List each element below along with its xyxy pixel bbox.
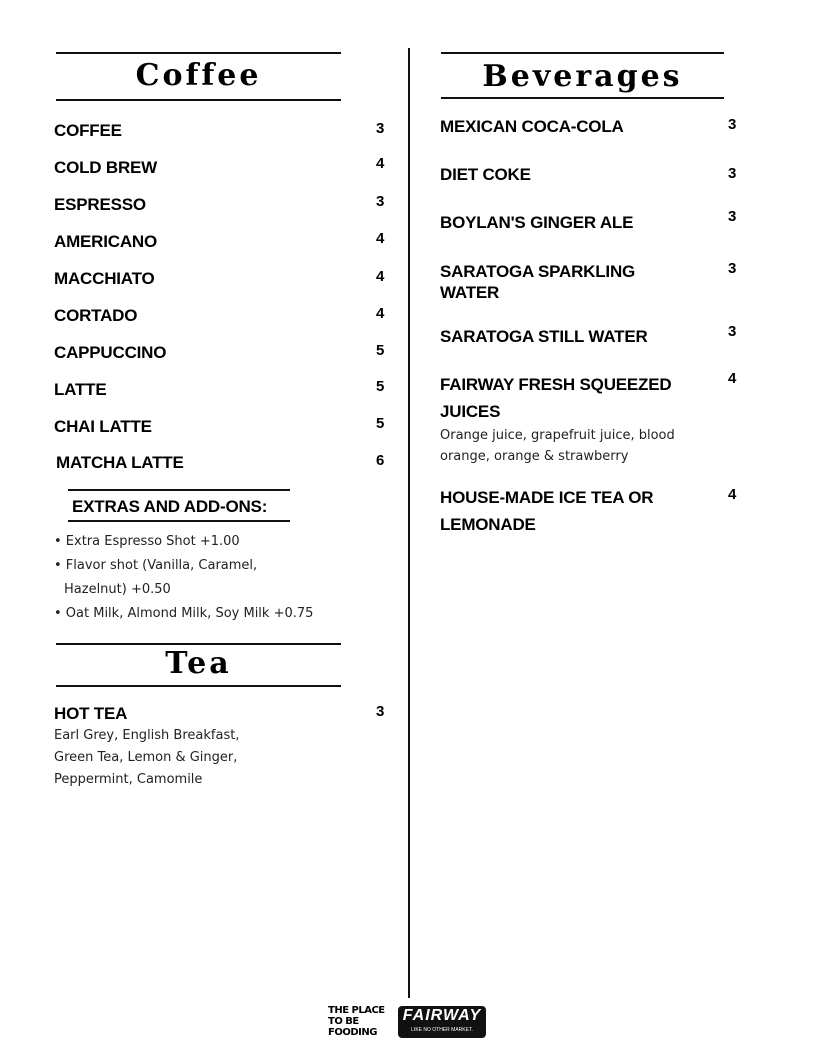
- menu-item-price: 3: [728, 165, 737, 182]
- beverages-heading: Beverages: [482, 59, 683, 94]
- extras-line: • Extra Espresso Shot +1.00: [54, 534, 240, 549]
- menu-item-price: 4: [728, 370, 737, 387]
- fairway-logo: [398, 1006, 486, 1038]
- divider: [56, 685, 341, 687]
- menu-item-name: SARATOGA SPARKLING WATER: [440, 262, 636, 302]
- divider: [68, 489, 290, 491]
- menu-item-name: HOT TEA: [54, 704, 128, 723]
- menu-item-name: CORTADO: [54, 306, 138, 325]
- menu-item-name: COFFEE: [54, 121, 122, 140]
- divider: [56, 99, 341, 101]
- menu-item-name: MEXICAN COCA-COLA: [440, 117, 624, 136]
- column-divider: [408, 48, 410, 998]
- menu-item-name: CAPPUCCINO: [54, 343, 167, 362]
- menu-item-name: SARATOGA STILL WATER: [440, 327, 648, 346]
- extras-heading: EXTRAS AND ADD-ONS:: [72, 497, 268, 516]
- menu-item-price: 4: [728, 486, 737, 503]
- menu-item-price: 3: [728, 260, 737, 277]
- divider: [56, 52, 341, 54]
- menu-item-price: 6: [376, 452, 385, 469]
- menu-item-name: MACCHIATO: [54, 269, 155, 288]
- tea-heading: Tea: [165, 646, 232, 681]
- menu-item-price: 3: [728, 323, 737, 340]
- extras-line: Hazelnut) +0.50: [64, 582, 171, 597]
- menu-item-price: 4: [376, 230, 385, 247]
- the-place-to-be-fooding-logo: THE PLACE TO BE FOODING: [328, 1005, 385, 1038]
- fairway-logo-tagline: LIKE NO OTHER MARKET.: [411, 1027, 473, 1033]
- menu-item-price: 3: [376, 120, 385, 137]
- menu-item-price: 4: [376, 268, 385, 285]
- menu-item-name: AMERICANO: [54, 232, 158, 251]
- divider: [68, 520, 290, 522]
- menu-item-price: 3: [376, 703, 385, 720]
- fairway-logo-text: FAIRWAY: [402, 1007, 482, 1024]
- menu-item-price: 5: [376, 342, 385, 359]
- menu-item-price: 3: [376, 193, 385, 210]
- menu-item-name: BOYLAN'S GINGER ALE: [440, 213, 634, 232]
- menu-item-price: 4: [376, 305, 385, 322]
- menu-item-price: 5: [376, 378, 385, 395]
- menu-item-name: MATCHA LATTE: [56, 453, 184, 472]
- menu-item-price: 3: [728, 116, 737, 133]
- extras-line: • Flavor shot (Vanilla, Caramel,: [54, 558, 258, 573]
- divider: [441, 97, 724, 99]
- menu-item-description: Orange juice, grapefruit juice, blood orange, orange & strawberry: [440, 428, 675, 464]
- divider: [441, 52, 724, 54]
- menu-item-price: 5: [376, 415, 385, 432]
- menu-item-name: LATTE: [54, 380, 107, 399]
- menu-item-price: 3: [728, 208, 737, 225]
- menu-item-name: HOUSE-MADE ICE TEA OR LEMONADE: [440, 488, 654, 534]
- menu-item-name: COLD BREW: [54, 158, 158, 177]
- menu-item-name: DIET COKE: [440, 165, 531, 184]
- menu-item-name: FAIRWAY FRESH SQUEEZED JUICES: [440, 375, 672, 421]
- coffee-heading: Coffee: [135, 58, 262, 93]
- menu-item-price: 4: [376, 155, 385, 172]
- menu-item-description: Earl Grey, English Breakfast,: [54, 728, 240, 743]
- menu-item-description: Peppermint, Camomile: [54, 772, 203, 787]
- menu-item-description: Green Tea, Lemon & Ginger,: [54, 750, 238, 765]
- menu-item-name: CHAI LATTE: [54, 417, 152, 436]
- divider: [56, 643, 341, 645]
- menu-item-name: ESPRESSO: [54, 195, 146, 214]
- extras-line: • Oat Milk, Almond Milk, Soy Milk +0.75: [54, 606, 314, 621]
